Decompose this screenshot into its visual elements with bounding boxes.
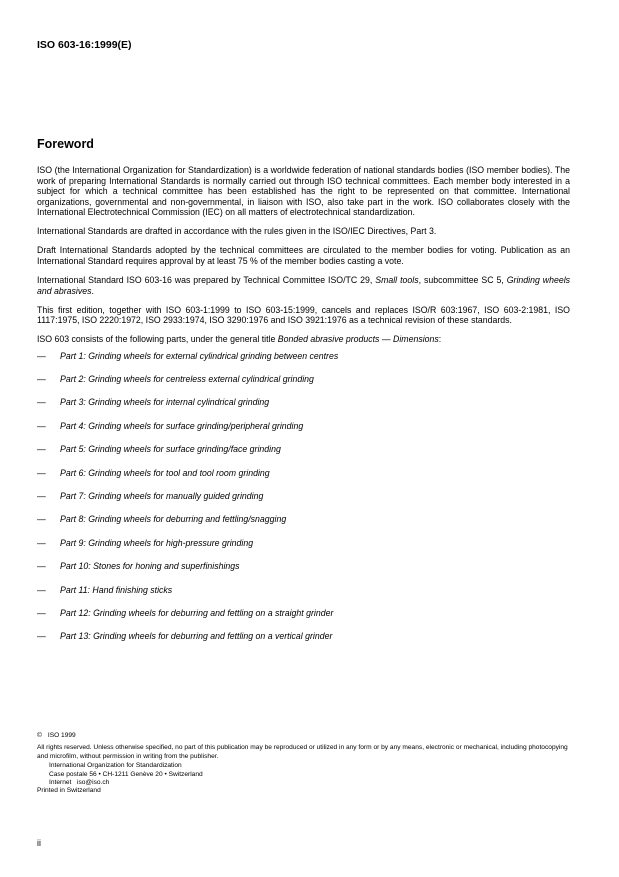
postal-address: Case postale 56 • CH-1211 Genève 20 • Switzerland: [49, 770, 203, 778]
paragraph-prepared-by: [37, 275, 570, 296]
list-item: [37, 538, 570, 561]
list-item: [37, 468, 570, 491]
list-item: [37, 608, 570, 631]
part-title: Part 13: Grinding wheels for deburring and fettling on a vertical grinder: [60, 631, 333, 642]
prepared-italic-1: Small tools: [375, 274, 419, 285]
list-dash: —: [37, 607, 46, 618]
part-title: Part 6: Grinding wheels for tool and tool room grinding: [60, 467, 270, 478]
list-dash: —: [37, 420, 46, 431]
part-title: Part 2: Grinding wheels for centreless external cylindrical grinding: [60, 374, 314, 385]
list-item: [37, 444, 570, 467]
prepared-text-3: .: [91, 285, 94, 296]
paragraph-iso-intro: ISO (the International Organization for Standardization) is a worldwide federation of national standards bodies (ISO member bodies). The work of preparing International Standards is normally carried out through ISO technical committees. Each member body interested in a subject for which a technical committee has been established has the right to be represented on that committee. International organizations, governmental and non-governmental, in liaison with ISO, also take part in the work. ISO collaborates closely with the International Electrotechnical Commission (IEC) on all matters of electrotechnical standardization.: [37, 165, 570, 218]
list-item: [37, 585, 570, 608]
paragraph-edition: This first edition, together with ISO 603-1:1999 to ISO 603-15:1999, cancels and replaces ISO/R 603:1967, ISO 603-2:1981, ISO 1117:1975, ISO 2220:1972, ISO 2933:1974, ISO 3290:1976 and ISO 3921:1976 as a technical revision of these standards.: [37, 304, 570, 326]
part-title: Part 11: Hand finishing sticks: [60, 584, 173, 595]
parts-list: [37, 351, 570, 655]
parts-intro-text: ISO 603 consists of the following parts, under the general title: [37, 334, 278, 345]
foreword-title: Foreword: [37, 137, 94, 151]
part-title: Part 1: Grinding wheels for external cylindrical grinding between centres: [60, 350, 339, 361]
list-dash: —: [37, 350, 46, 361]
paragraph-directives: International Standards are drafted in accordance with the rules given in the ISO/IEC Directives, Part 3.: [37, 226, 437, 237]
list-dash: —: [37, 491, 46, 502]
document-id-header: ISO 603-16:1999(E): [37, 39, 132, 51]
part-title: Part 10: Stones for honing and superfinishings: [60, 561, 240, 572]
prepared-text-2: , subcommittee SC 5,: [418, 274, 507, 285]
list-item: [37, 351, 570, 374]
copyright-line: [37, 732, 577, 740]
organization-name: International Organization for Standardization: [49, 762, 182, 770]
list-dash: —: [37, 537, 46, 548]
list-dash: —: [37, 467, 46, 478]
copyright-symbol: ©: [37, 732, 42, 739]
list-dash: —: [37, 444, 46, 455]
list-item: [37, 631, 570, 654]
printed-in: Printed in Switzerland: [37, 787, 101, 795]
parts-intro-italic: Bonded abrasive products — Dimensions: [277, 334, 439, 345]
parts-intro-end: :: [438, 334, 442, 345]
list-dash: —: [37, 397, 46, 408]
prepared-italic-2: Grinding wheels and abrasives: [37, 274, 571, 296]
page-number: ii: [37, 838, 41, 848]
part-title: Part 5: Grinding wheels for surface grinding/face grinding: [60, 444, 281, 455]
copyright-block: [37, 732, 577, 796]
part-title: Part 4: Grinding wheels for surface grinding/peripheral grinding: [60, 420, 304, 431]
internet-label: Internet: [49, 779, 72, 787]
list-item: [37, 374, 570, 397]
list-item: [37, 491, 570, 514]
part-title: Part 3: Grinding wheels for internal cylindrical grinding: [60, 397, 270, 408]
list-dash: —: [37, 374, 46, 385]
part-title: Part 12: Grinding wheels for deburring and fettling on a straight grinder: [60, 607, 334, 618]
paragraph-voting: Draft International Standards adopted by the technical committees are circulated to the member bodies for voting. Publication as an International Standard requires approval by at least 75 % of the member bodies casting a vote.: [37, 245, 570, 266]
internet-email: iso@iso.ch: [77, 779, 110, 787]
list-item: [37, 397, 570, 420]
part-title: Part 9: Grinding wheels for high-pressure grinding: [60, 537, 254, 548]
list-item: [37, 561, 570, 584]
list-dash: —: [37, 631, 46, 642]
paragraph-parts-intro: [37, 334, 570, 345]
prepared-text-1: International Standard ISO 603-16 was prepared by Technical Committee ISO/TC 29,: [37, 274, 376, 285]
foreword-body: [37, 165, 570, 655]
list-dash: —: [37, 514, 46, 525]
part-title: Part 7: Grinding wheels for manually guided grinding: [60, 491, 264, 502]
copyright-year: ISO 1999: [47, 732, 76, 739]
list-item: [37, 421, 570, 444]
list-dash: —: [37, 584, 46, 595]
list-dash: —: [37, 561, 46, 572]
part-title: Part 8: Grinding wheels for deburring and fettling/snagging: [60, 514, 287, 525]
list-item: [37, 514, 570, 537]
internet-line: [37, 779, 577, 787]
rights-notice: All rights reserved. Unless otherwise specified, no part of this publication may be reproduced or utilized in any form or by any means, electronic or mechanical, including photocopying and microfilm, without permission in writing from the publisher.: [37, 744, 568, 760]
